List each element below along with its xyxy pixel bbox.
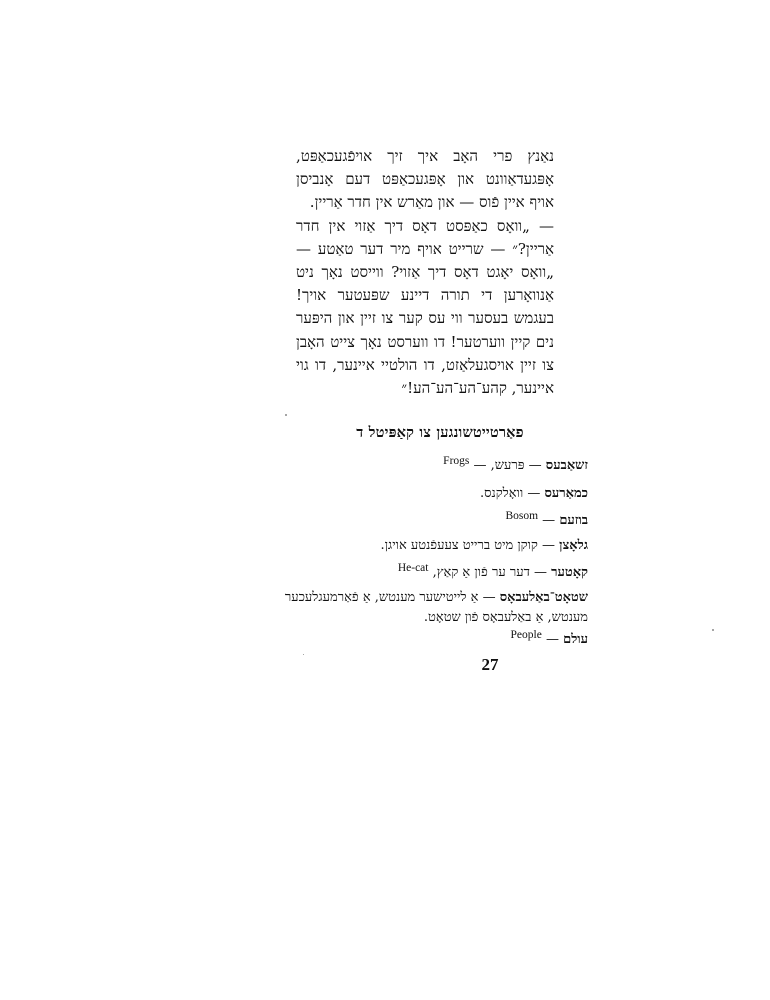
page-number: 27 xyxy=(481,655,499,674)
glossary-definition: וואָלקנס. xyxy=(479,486,524,501)
scan-speck xyxy=(303,654,304,655)
glossary-latin: Bosom xyxy=(505,510,539,522)
glossary-entry xyxy=(280,484,588,504)
glossary-heading: פאַרטייטשונגען צו קאַפּיטל ד xyxy=(356,424,524,441)
glossary-entry xyxy=(280,588,588,628)
paragraph-1: נאַנץ פרי האָב איך זיך אויפֿגעכאַפּט, אָפּגעדאַוונט און אָפּגעכאַפּט דעם אָנביסן אויף איין פֿוס — און מאַרש אין חדר אַריין. xyxy=(296,147,554,212)
glossary-term: עולם xyxy=(563,632,588,647)
glossary-dash: — xyxy=(523,486,545,501)
glossary-definition: פּרעש, — xyxy=(469,458,525,473)
glossary-dash: — xyxy=(541,632,564,647)
glossary-definition: קוקן מיט ברייט צעעפֿנטע אויגן. xyxy=(380,538,538,553)
glossary-term: בוזעם xyxy=(559,513,588,528)
glossary-dash: — xyxy=(529,565,552,580)
scan-speck xyxy=(285,414,287,416)
glossary-dash: — xyxy=(524,458,546,473)
glossary-term: זשאַבעס xyxy=(545,458,588,473)
glossary-dash: — xyxy=(538,513,560,528)
glossary-continuation: מענטש, אַ באַלעבאָס פֿון שטאָט. xyxy=(423,610,588,625)
paragraph-2: — „וואָס כאַפּסט דאָס דיך אַזוי אין חדר אַריין?״ — שרייט אויף מיר דער טאַטע — „וואָס יאָגט דאָס דיך אַזוי? ווייסט נאָך ניט אַנוואָרען די תורה דיינע שפּעטער אויך! בעגמש בעסער ווי עס קער צו זיין און היפּער נים קיין ווערטער! דו ווערסט נאָך צייט האָבן צו זיין אויסגעלאַזט, דו הולטיי איינער, דו גוי איינער, קהע־הע־הע־הע!״ xyxy=(296,216,554,398)
glossary-latin: Frogs xyxy=(443,455,470,467)
glossary-dash: — xyxy=(537,538,560,553)
glossary-latin: People xyxy=(510,629,542,641)
glossary-definition: דער ער פֿון אַ קאַץ, xyxy=(428,565,530,580)
glossary-term: גלאָצן xyxy=(559,538,588,553)
glossary-dash: — xyxy=(478,590,500,605)
glossary-entry xyxy=(280,511,588,531)
body-text xyxy=(296,145,554,400)
glossary-entry xyxy=(280,630,588,650)
glossary-entry xyxy=(280,536,588,556)
glossary-latin: He-cat xyxy=(397,562,429,574)
glossary-term: שטאָט־באַלעבאָס xyxy=(499,590,588,605)
glossary-term: כמאַרעס xyxy=(544,486,588,501)
glossary-definition: אַ לייטישער מענטש, אַ פֿאַרמעגלעכער xyxy=(284,590,479,605)
glossary-entry xyxy=(280,563,588,583)
glossary-term: קאָטער xyxy=(551,565,588,580)
glossary-entry xyxy=(280,456,588,476)
scan-speck xyxy=(712,629,714,631)
